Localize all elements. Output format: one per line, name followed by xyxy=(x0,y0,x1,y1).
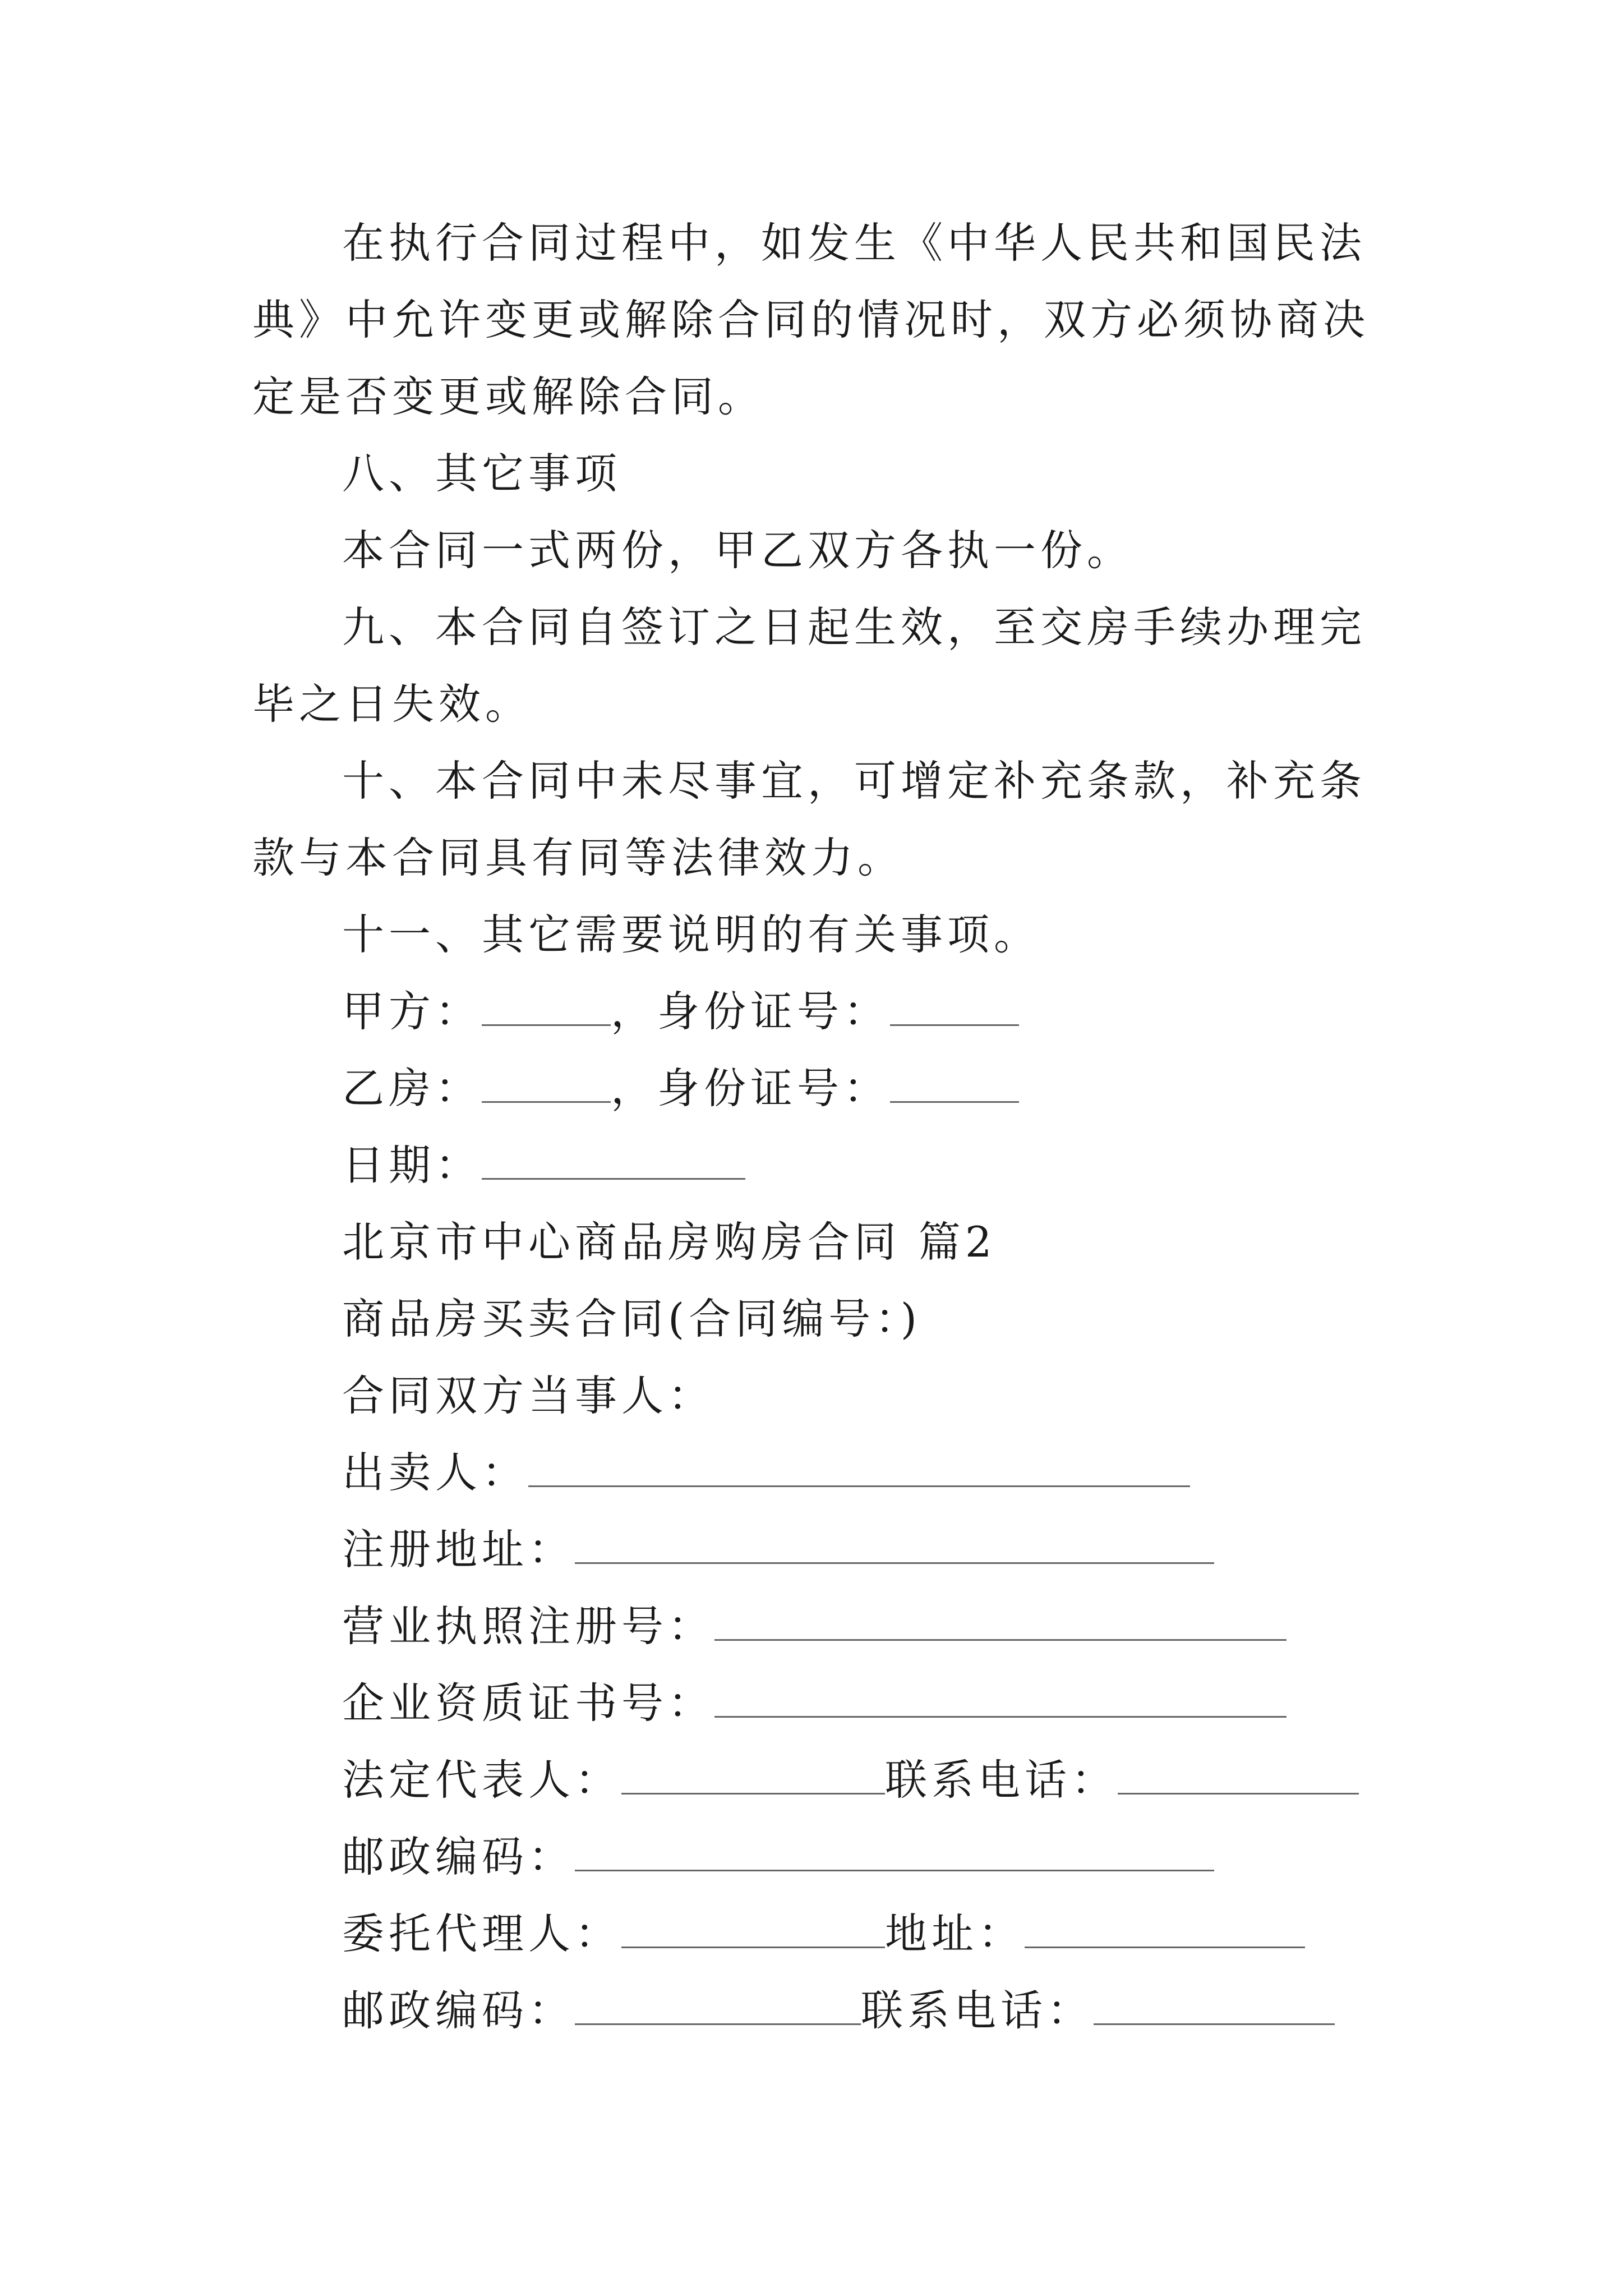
agent-postcode-label: 邮政编码： xyxy=(342,1986,575,2035)
date-line xyxy=(342,1127,745,1204)
reg-address-line xyxy=(342,1511,1214,1588)
reg-address-label: 注册地址： xyxy=(342,1525,575,1574)
party-b-line xyxy=(342,1050,1019,1127)
paragraph-contract-change: 在执行合同过程中，如发生《中华人民共和国民法典》中允许变更或解除合同的情况时，双方必须协商决定是否变更或解除合同。 xyxy=(252,218,1370,421)
postcode-blank[interactable] xyxy=(575,1836,1214,1871)
date-label: 日期： xyxy=(342,1140,482,1190)
agent-postcode-blank[interactable] xyxy=(575,1990,861,2025)
agent-postcode-line xyxy=(342,1972,1335,2049)
reg-address-blank[interactable] xyxy=(575,1529,1214,1564)
legal-rep-blank[interactable] xyxy=(621,1759,885,1795)
party-b-name-blank[interactable] xyxy=(482,1068,611,1103)
qualification-blank[interactable] xyxy=(714,1682,1287,1718)
qualification-label: 企业资质证书号： xyxy=(342,1678,715,1728)
agent-line xyxy=(342,1895,1305,1972)
postcode-line xyxy=(342,1819,1214,1895)
legal-rep-phone-label: 联系电话： xyxy=(885,1755,1118,1805)
paragraph-supplementary-terms: 十、本合同中未尽事宜，可增定补充条款，补充条款与本合同具有同等法律效力。 xyxy=(252,756,1367,882)
contract-title: 商品房买卖合同(合同编号：) xyxy=(342,1294,922,1343)
agent-blank[interactable] xyxy=(621,1913,885,1948)
license-blank[interactable] xyxy=(714,1605,1287,1641)
party-a-id-blank[interactable] xyxy=(890,991,1019,1026)
seller-blank[interactable] xyxy=(528,1452,1190,1487)
party-a-line xyxy=(342,973,1019,1050)
paragraph-other-notes: 十一、其它需要说明的有关事项。 xyxy=(342,910,1041,959)
postcode-label: 邮政编码： xyxy=(342,1832,575,1881)
legal-rep-phone-blank[interactable] xyxy=(1118,1759,1359,1795)
party-b-label: 乙房： xyxy=(342,1064,482,1113)
paragraph-effective-date: 九、本合同自签订之日起生效，至交房手续办理完毕之日失效。 xyxy=(252,602,1367,729)
party-a-name-blank[interactable] xyxy=(482,991,611,1026)
party-a-id-label: ，身份证号： xyxy=(611,987,891,1036)
license-line xyxy=(342,1588,1287,1665)
agent-phone-blank[interactable] xyxy=(1094,1990,1335,2025)
agent-label: 委托代理人： xyxy=(342,1909,622,1958)
party-a-label: 甲方： xyxy=(342,987,482,1036)
parties-label: 合同双方当事人： xyxy=(342,1371,715,1420)
paragraph-copies: 本合同一式两份，甲乙双方各执一份。 xyxy=(342,526,1134,575)
legal-rep-line xyxy=(342,1742,1359,1819)
qualification-line xyxy=(342,1665,1287,1742)
agent-phone-label: 联系电话： xyxy=(861,1986,1094,2035)
agent-address-label: 地址： xyxy=(885,1909,1025,1958)
section2-heading: 北京市中心商品房购房合同 篇2 xyxy=(342,1217,997,1267)
agent-address-blank[interactable] xyxy=(1025,1913,1305,1948)
party-b-id-blank[interactable] xyxy=(890,1068,1019,1103)
license-label: 营业执照注册号： xyxy=(342,1602,715,1651)
section-heading-other-matters: 八、其它事项 xyxy=(342,449,622,498)
party-b-id-label: ，身份证号： xyxy=(611,1064,891,1113)
seller-line xyxy=(342,1434,1190,1511)
date-blank[interactable] xyxy=(482,1144,745,1180)
seller-label: 出卖人： xyxy=(342,1448,529,1497)
legal-rep-label: 法定代表人： xyxy=(342,1755,622,1805)
